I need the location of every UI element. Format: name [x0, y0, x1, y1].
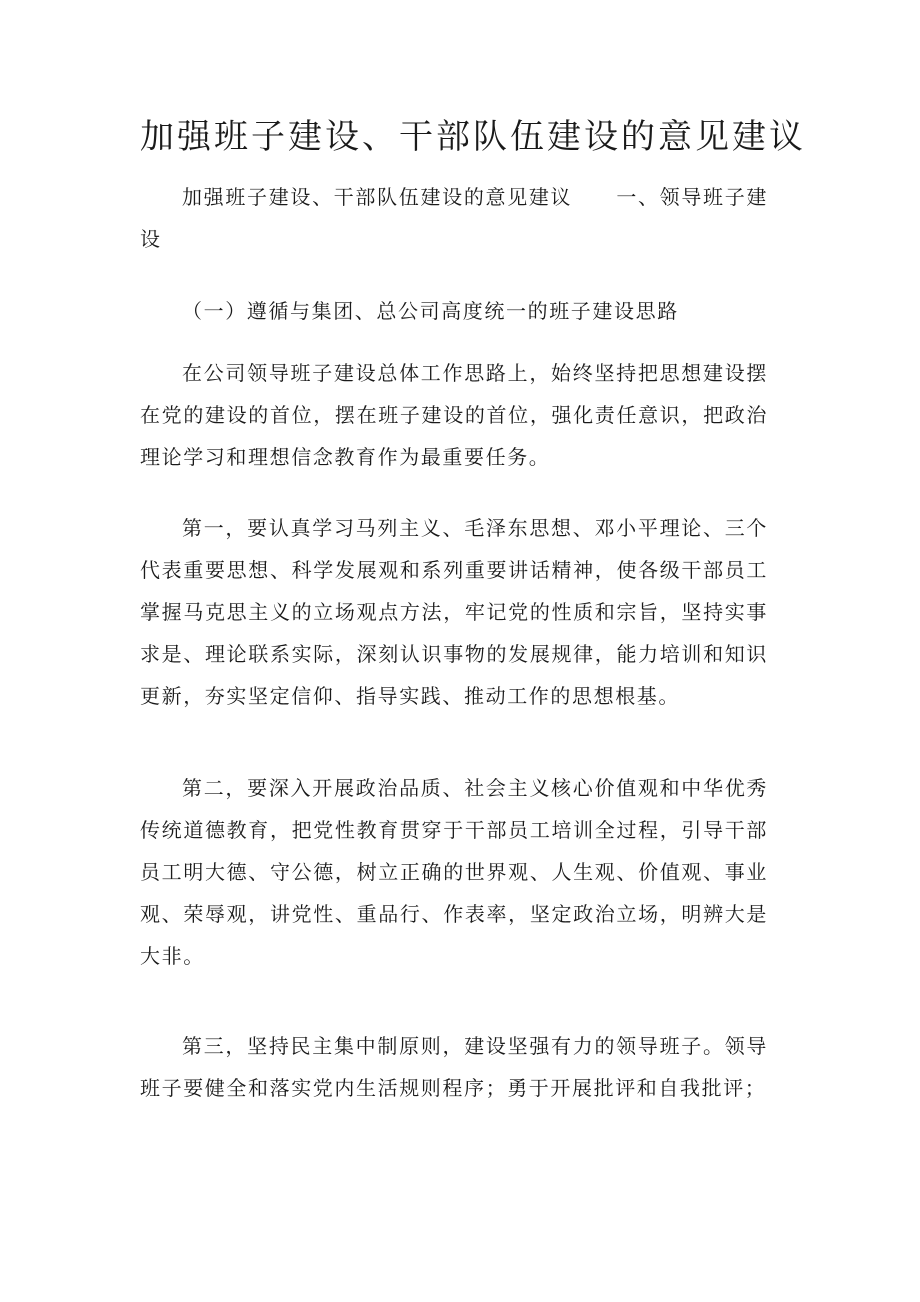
intro-section-heading: 一、领导班子建设 — [140, 185, 768, 251]
body-paragraph-2: 第一，要认真学习马列主义、毛泽东思想、邓小平理论、三个代表重要思想、科学发展观和系列重要讲话精神，使各级干部员工掌握马克思主义的立场观点方法，牢记党的性质和宗旨，坚持实事求是、理论联系实际，深刻认识事物的发展规律，能力培训和知识更新，夯实坚定信仰、指导实践、推动工作的思想根基。 — [140, 516, 768, 708]
document-title: 加强班子建设、干部队伍建设的意见建议 — [140, 117, 806, 157]
subsection-heading: （一）遵循与集团、总公司高度统一的班子建设思路 — [182, 299, 679, 323]
intro-paragraph — [140, 176, 768, 260]
body-paragraph-3: 第二，要深入开展政治品质、社会主义核心价值观和中华优秀传统道德教育，把党性教育贯穿于干部员工培训全过程，引导干部员工明大德、守公德，树立正确的世界观、人生观、价值观、事业观、荣辱观，讲党性、重品行、作表率，坚定政治立场，明辨大是大非。 — [140, 776, 768, 968]
body-paragraph-4: 第三，坚持民主集中制原则，建设坚强有力的领导班子。领导班子要健全和落实党内生活规则程序；勇于开展批评和自我批评； — [140, 1034, 768, 1100]
intro-title: 加强班子建设、干部队伍建设的意见建议 — [182, 185, 573, 209]
body-paragraph-1: 在公司领导班子建设总体工作思路上，始终坚持把思想建设摆在党的建设的首位，摆在班子建设的首位，强化责任意识，把政治理论学习和理想信念教育作为最重要任务。 — [140, 361, 768, 469]
